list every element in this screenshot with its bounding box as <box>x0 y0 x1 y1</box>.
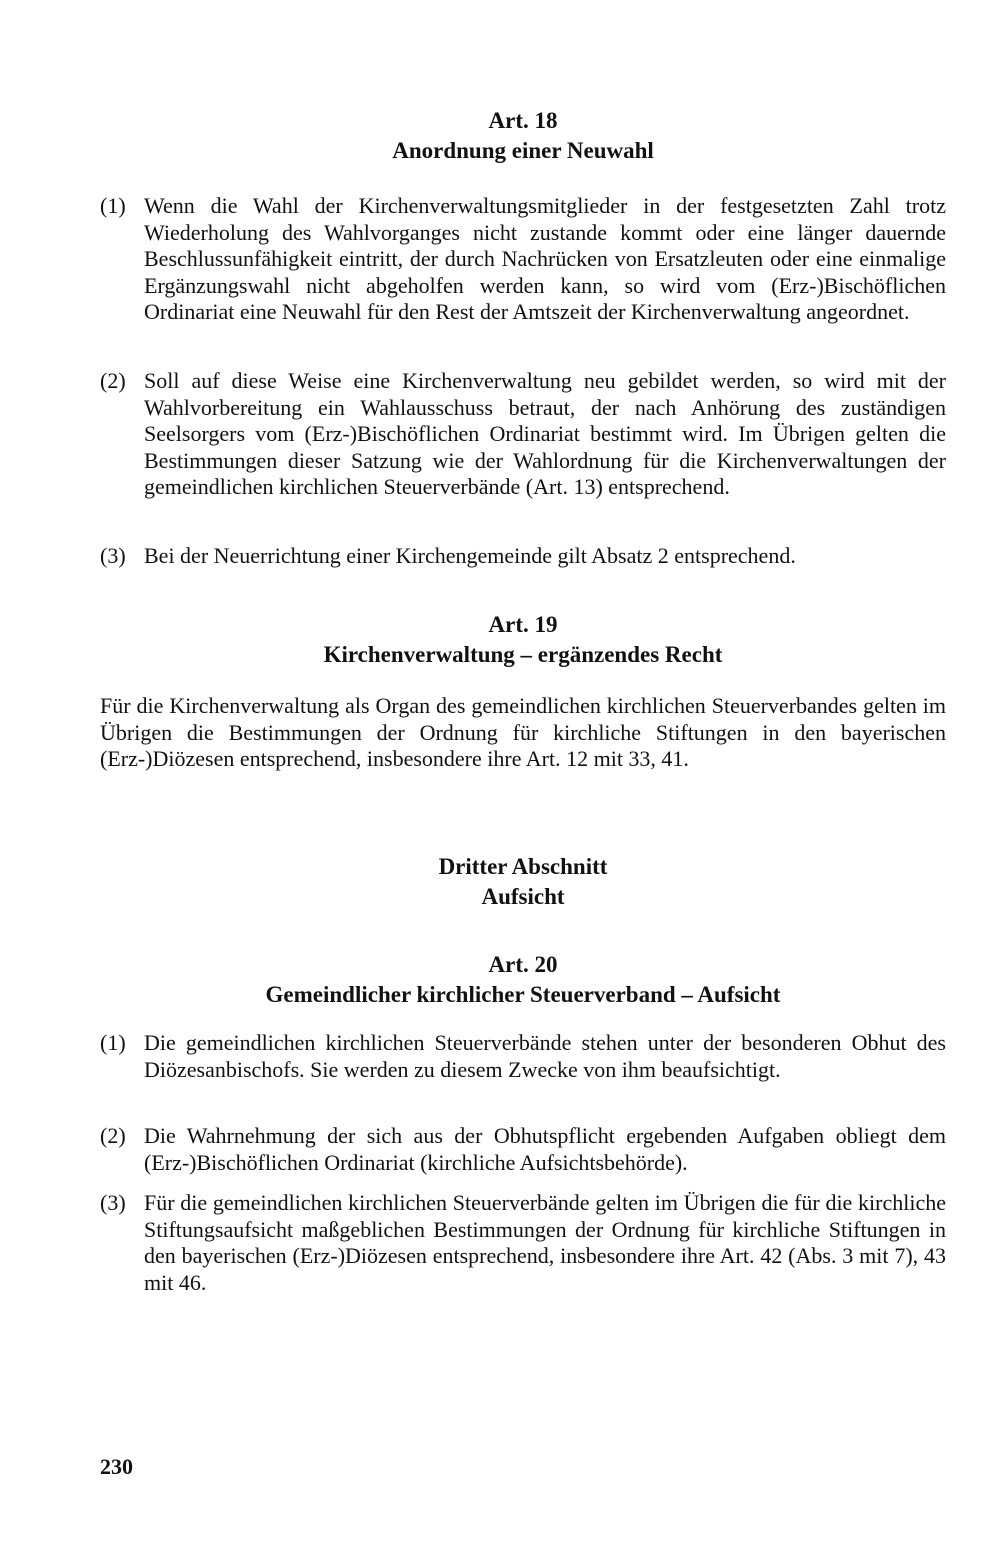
article-number: Art. 18 <box>488 108 558 133</box>
paragraph-text: Soll auf diese Weise eine Kirchenverwaltung neu gebildet werden, so wird mit der Wahlvorbereitung ein Wahlausschuss betraut, der nach Anhörung des zuständigen Seelsorgers vom (Erz-)Bischöflichen Ordinariat bestimmt wird. Im Übrigen gelten die Bestimmungen dieser Satzung wie der Wahlordnung für die Kirchenverwaltungen der gemeindlichen kirchlichen Steuerverbände (Art. 13) entsprechend. <box>144 368 946 499</box>
section-heading <box>100 852 946 912</box>
paragraph-number: (2) <box>100 368 126 393</box>
document-page <box>100 0 946 1544</box>
art18-paragraph-3 <box>100 543 946 570</box>
art20-paragraph-1 <box>100 1030 946 1083</box>
article-19 <box>100 610 946 670</box>
article-title: Anordnung einer Neuwahl <box>392 138 654 163</box>
paragraph-number: (1) <box>100 193 126 218</box>
article-title: Gemeindlicher kirchlicher Steuerverband – Aufsicht <box>265 982 781 1007</box>
section-subtitle: Aufsicht <box>481 884 565 909</box>
art19-text <box>100 693 946 773</box>
art20-paragraph-2 <box>100 1123 946 1176</box>
paragraph-number: (3) <box>100 543 126 568</box>
art18-paragraph-2 <box>100 368 946 501</box>
article-18 <box>100 106 946 166</box>
art20-paragraph-3 <box>100 1190 946 1296</box>
paragraph-text: Für die gemeindlichen kirchlichen Steuerverbände gelten im Übrigen die für die kirchliche Stiftungsaufsicht maßgeblichen Bestimmungen der Ordnung für kirchliche Stiftungen in den bayerischen (Erz-)Diözesen entsprechend, insbesondere ihre Art. 42 (Abs. 3 mit 7), 43 mit 46. <box>144 1190 946 1295</box>
page-number: 230 <box>100 1454 133 1479</box>
paragraph-number: (2) <box>100 1123 126 1148</box>
paragraph-text: Für die Kirchenverwaltung als Organ des gemeindlichen kirchlichen Steuerverbandes gelten im Übrigen die Bestimmungen der Ordnung für kirchliche Stiftungen in den bayerischen (Erz-)Diözesen entsprechend, insbesondere ihre Art. 12 mit 33, 41. <box>100 693 946 771</box>
article-number: Art. 20 <box>488 952 558 977</box>
paragraph-text: Die gemeindlichen kirchlichen Steuerverbände stehen unter der besonderen Obhut des Diözesanbischofs. Sie werden zu diesem Zwecke von ihm beaufsichtigt. <box>144 1030 946 1082</box>
paragraph-number: (1) <box>100 1030 126 1055</box>
article-number: Art. 19 <box>488 612 558 637</box>
article-title: Kirchenverwaltung – ergänzendes Recht <box>323 642 723 667</box>
paragraph-text: Die Wahrnehmung der sich aus der Obhutspflicht ergebenden Aufgaben obliegt dem (Erz-)Bischöflichen Ordinariat (kirchliche Aufsichtsbehörde). <box>144 1123 946 1175</box>
paragraph-text: Wenn die Wahl der Kirchenverwaltungsmitglieder in der festgesetzten Zahl trotz Wiederholung des Wahlvorganges nicht zustande kommt oder eine länger dauernde Beschlussunfähigkeit eintritt, der durch Nachrücken von Ersatzleuten oder eine einmalige Ergänzungswahl nicht abgeholfen werden kann, so wird vom (Erz-)Bischöflichen Ordinariat eine Neuwahl für den Rest der Amtszeit der Kirchenverwaltung angeordnet. <box>144 193 946 324</box>
article-20 <box>100 950 946 1010</box>
art18-paragraph-1 <box>100 193 946 326</box>
paragraph-number: (3) <box>100 1190 126 1215</box>
section-title: Dritter Abschnitt <box>438 854 608 879</box>
paragraph-text: Bei der Neuerrichtung einer Kirchengemeinde gilt Absatz 2 entsprechend. <box>144 543 796 568</box>
